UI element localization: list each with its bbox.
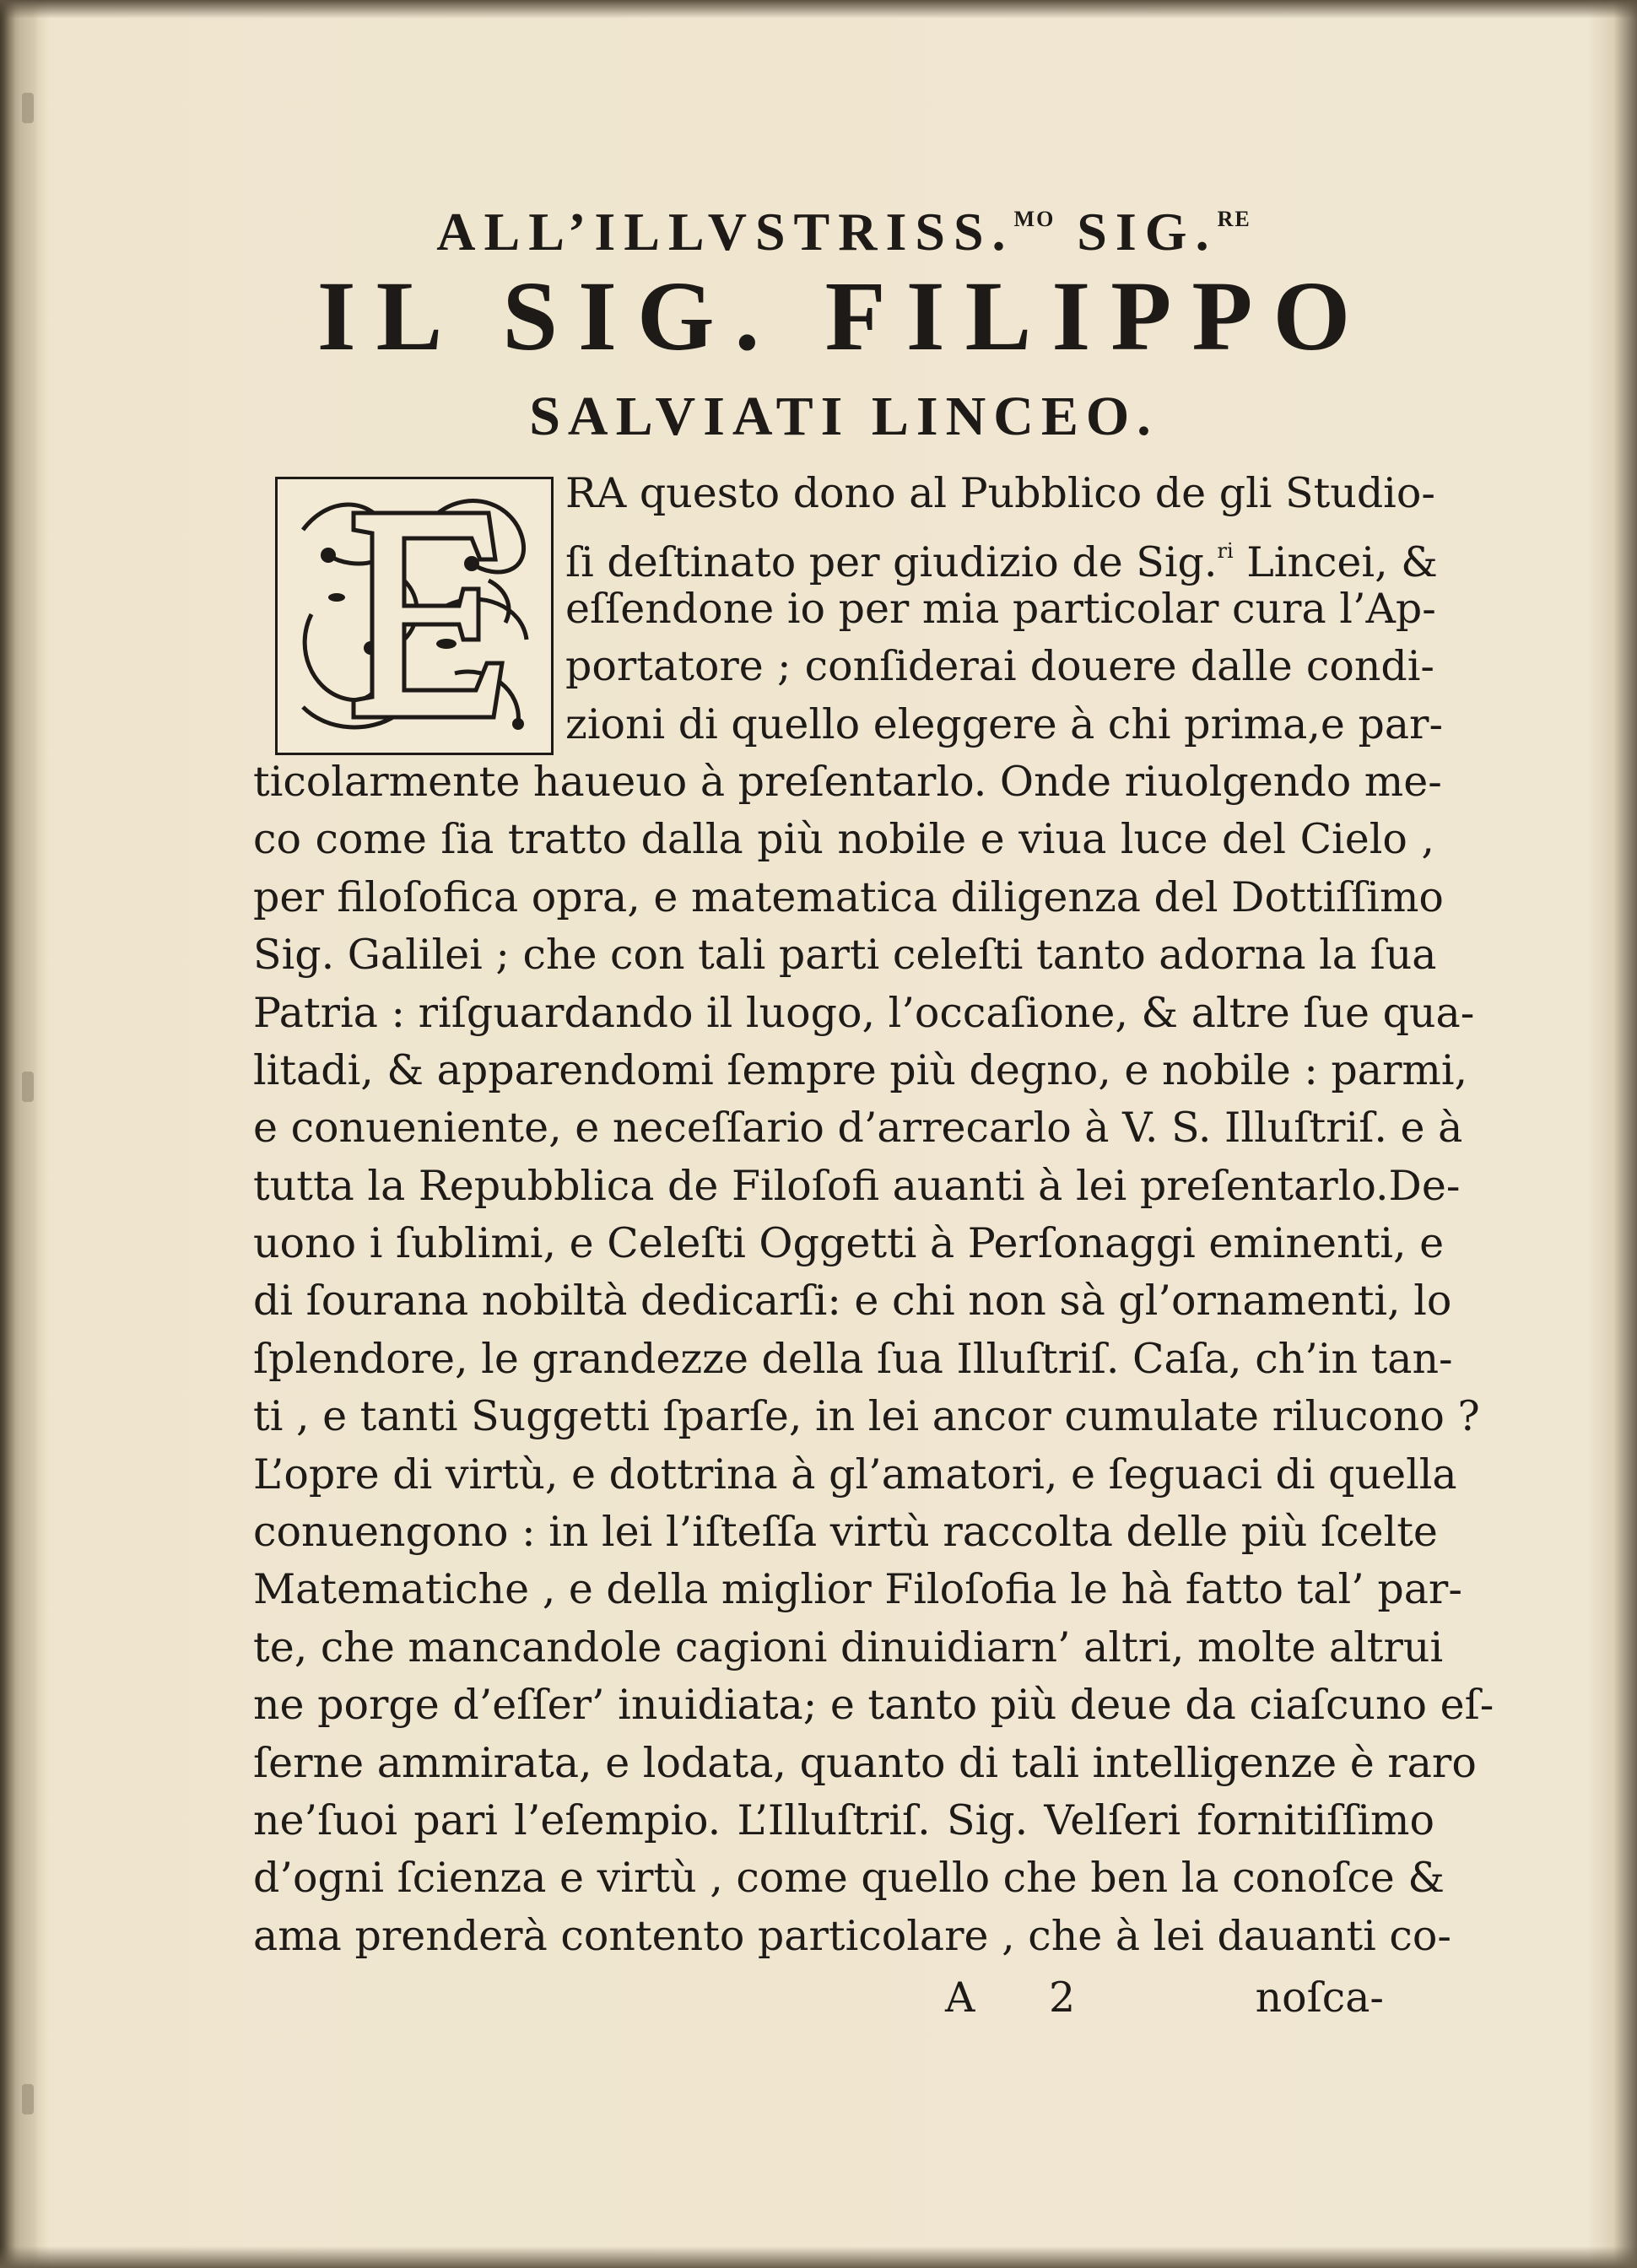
text-line: Matematiche , e della miglior Filoſofia le hà fatto tal’ par- bbox=[253, 1565, 1462, 1614]
ornate-initial-e-icon bbox=[275, 477, 554, 755]
top-edge-shadow bbox=[0, 0, 1637, 19]
text-line: ne’ſuoi pari l’eſempio. L’Illuſtriſ. Sig. Velſeri fornitiſſimo bbox=[253, 1796, 1434, 1844]
text-line: ſi deſtinato per giudizio de Sig.$^{ri}$ Lincei, & bbox=[565, 538, 1438, 587]
body-text bbox=[253, 465, 1494, 2028]
text-line: zioni di quello eleggere à chi prima,e par- bbox=[565, 699, 1444, 748]
dedication-heading-line-2: IL SIG. FILIPPO bbox=[316, 261, 1371, 371]
catchword: noſca- bbox=[1255, 1974, 1384, 2022]
text-line: uono i ſublimi, e Celeſti Oggetti à Perſonaggi eminenti, e bbox=[253, 1219, 1445, 1268]
text-line: ne porge d’eſſer’ inuidiata; e tanto più deue da ciaſcuno eſ- bbox=[253, 1681, 1494, 1730]
page-footer bbox=[253, 1968, 1434, 2028]
page-content bbox=[253, 181, 1494, 2028]
text-line: ticolarmente haueuo à preſentarlo. Onde riuolgendo me- bbox=[253, 757, 1442, 806]
bottom-edge-shadow bbox=[0, 2246, 1637, 2268]
text-line: portatore ; conſiderai douere dalle condi- bbox=[565, 642, 1434, 691]
text-line: Sig. Galilei ; che con tali parti celeſti tanto adorna la ſua bbox=[253, 931, 1437, 980]
text-line: di ſourana nobiltà dedicarſi: e chi non sà gl’ornamenti, lo bbox=[253, 1277, 1452, 1326]
binding-stitch bbox=[22, 93, 34, 123]
binding-stitch bbox=[22, 1072, 34, 1102]
text-line: Patria : riſguardando il luogo, l’occaſione, & altre ſue qua- bbox=[253, 988, 1475, 1037]
text-line: conuengono : in lei l’iſteſſa virtù raccolta delle più ſcelte bbox=[253, 1508, 1438, 1557]
text-line: ſplendore, le grandezze della ſua Illuſtriſ. Caſa, ch’in tan- bbox=[253, 1334, 1453, 1383]
dedication-heading-line-1: ALL’ILLVSTRISS.$^{MO}$ SIG.$^{RE}$ bbox=[436, 202, 1251, 262]
text-line: d’ogni ſcienza e virtù , come quello che ben la conoſce & bbox=[253, 1854, 1445, 1903]
text-line: eſſendone io per mia particolar cura l’Ap- bbox=[565, 584, 1436, 633]
spine-shadow bbox=[0, 0, 39, 2268]
text-line: te, che mancandole cagioni dinuidiarn’ altri, molte altrui bbox=[253, 1623, 1444, 1671]
text-line: e conueniente, e neceſſario d’arrecarlo à V. S. Illuſtriſ. e à bbox=[253, 1104, 1463, 1153]
signature-mark: A 2 bbox=[945, 1974, 1106, 2022]
text-line: per filoſofica opra, e matematica diligenza del Dottiſſimo bbox=[253, 872, 1444, 921]
text-line: RA questo dono al Pubblico de gli Studio- bbox=[565, 469, 1435, 517]
text-line: co come ſia tratto dalla più nobile e viua luce del Cielo , bbox=[253, 815, 1434, 864]
text-line: tutta la Repubblica de Filoſofi auanti à lei preſentarlo.De- bbox=[253, 1161, 1461, 1210]
text-line: litadi, & apparendomi ſempre più degno, e nobile : parmi, bbox=[253, 1045, 1468, 1094]
text-line: ama prenderà contento particolare , che à lei dauanti co- bbox=[253, 1911, 1451, 1960]
text-line: ſerne ammirata, e lodata, quanto di tali intelligenze è raro bbox=[253, 1738, 1477, 1787]
text-line: ti , e tanti Suggetti ſparſe, in lei ancor cumulate rilucono ? bbox=[253, 1392, 1480, 1441]
binding-stitch bbox=[22, 2084, 34, 2114]
text-line: L’opre di virtù, e dottrina à gl’amatori, e ſeguaci di quella bbox=[253, 1450, 1457, 1498]
dedication-heading-line-3: SALVIATI LINCEO. bbox=[529, 386, 1159, 447]
